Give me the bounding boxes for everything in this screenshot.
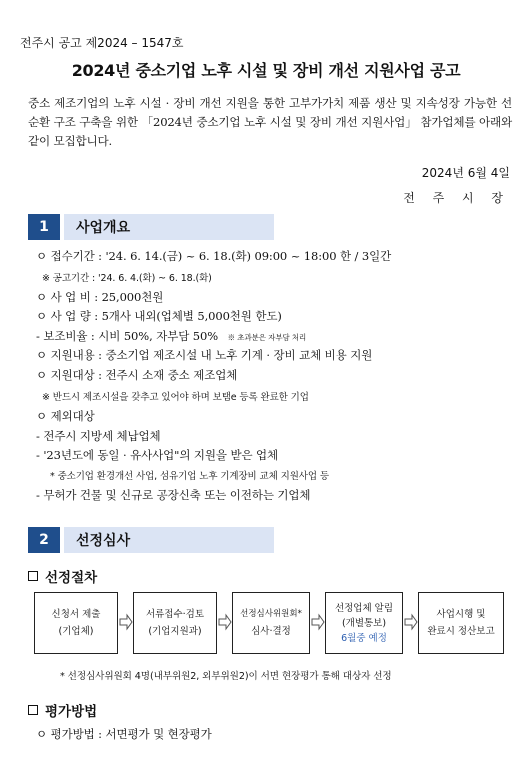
flow-step-sub: 심사·결정 — [251, 626, 291, 637]
flow-step-review — [133, 592, 217, 654]
subsidy-note: ※ 초과분은 자부담 처리 — [227, 333, 307, 342]
procedure-heading-text: 선정절차 — [45, 570, 98, 586]
subsidy-ratio — [36, 328, 306, 344]
section-1-title: 사업개요 — [64, 214, 274, 240]
announcement-date: 2024년 6월 4일 — [421, 166, 510, 180]
flow-step-label: 신청서 제출 — [51, 609, 101, 620]
section-2-number: 2 — [28, 527, 60, 553]
evaluation-method: ㅇ 평가방법 : 서면평가 및 현장평가 — [36, 727, 212, 741]
exclusions-heading: ㅇ 제외대상 — [36, 409, 95, 423]
notice-period: ※ 공고기간 : '24. 6. 4.(화) ~ 6. 18.(화) — [42, 273, 212, 284]
committee-note: * 선정심사위원회 4명(내부위원2, 외부위원2)이 서면 현장평가 통해 대상자 선정 — [60, 671, 392, 682]
flow-step-schedule: 6월중 예정 — [341, 632, 387, 644]
subsidy-ratio-text: - 보조비율 : 시비 50%, 자부담 50% — [36, 329, 219, 343]
section-2-title: 선정심사 — [64, 527, 274, 553]
arrow-right-icon — [218, 613, 232, 631]
evaluation-heading-text: 평가방법 — [45, 704, 98, 720]
page-title: 2024년 중소기업 노후 시설 및 장비 개선 지원사업 공고 — [71, 61, 461, 80]
exclusion-footnote: * 중소기업 환경개선 사업, 섬유기업 노후 기계장비 교체 지원사업 등 — [50, 471, 329, 482]
flow-step-application — [34, 592, 118, 654]
arrow-right-icon — [404, 613, 418, 631]
flow-step-label: 선정심사위원회* — [240, 609, 302, 619]
procedure-heading — [28, 566, 97, 586]
eligibility-note: ※ 반드시 제조시설을 갖추고 있어야 하며 보탬e 등록 완료한 기업 — [42, 392, 309, 403]
flow-step-label: 서류접수·검토 — [145, 609, 205, 620]
flow-step-label: 선정업체 알림 — [334, 602, 394, 614]
arrow-right-icon — [119, 613, 133, 631]
exclusion-tax-delinquent: - 전주시 지방세 체납업체 — [36, 429, 161, 443]
exclusion-unlicensed: - 무허가 건물 및 신규로 공장신축 또는 이전하는 기업체 — [36, 488, 311, 502]
section-1-number: 1 — [28, 214, 60, 240]
evaluation-heading — [28, 700, 97, 720]
section-1-header — [28, 214, 274, 240]
intro-paragraph: 중소 제조기업의 노후 시설 · 장비 개선 지원을 통한 고부가가치 제품 생산 및 지속성장 가능한 선순환 구조 구축을 위한 「2024년 중소기업 노후 시설 및 장비 개선 지원사업」 참가업체를 아래와 같이 모집합니다. — [28, 96, 512, 148]
quantity: ㅇ 사 업 량 : 5개사 내외(업체별 5,000천원 한도) — [36, 309, 282, 323]
square-bullet-icon — [28, 705, 38, 715]
flow-step-sub: (기업지원과) — [148, 626, 202, 637]
square-bullet-icon — [28, 571, 38, 581]
section-2-header — [28, 527, 274, 553]
flow-step-sub: 완료시 정산보고 — [427, 626, 495, 637]
reception-period: ㅇ 접수기간 : '24. 6. 14.(금) ~ 6. 18.(화) 09:00 ~ 18:00 한 / 3일간 — [36, 249, 392, 263]
notice-number: 전주시 공고 제2024 – 1547호 — [20, 36, 184, 50]
flow-step-committee — [232, 592, 310, 654]
flow-step-sub: (개별통보) — [341, 617, 387, 629]
flow-step-sub: (기업체) — [58, 626, 94, 637]
support-content: ㅇ 지원내용 : 중소기업 제조시설 내 노후 기계 · 장비 교체 비용 지원 — [36, 348, 373, 362]
issuer: 전 주 시 장 — [403, 191, 510, 205]
flow-step-notification — [325, 592, 403, 654]
flow-step-completion — [418, 592, 504, 654]
exclusion-prior-support: - '23년도에 동일 · 유사사업"의 지원을 받은 업체 — [36, 448, 279, 462]
budget: ㅇ 사 업 비 : 25,000천원 — [36, 290, 164, 304]
arrow-right-icon — [311, 613, 325, 631]
flow-step-label: 사업시행 및 — [436, 609, 486, 620]
eligibility: ㅇ 지원대상 : 전주시 소재 중소 제조업체 — [36, 368, 238, 382]
